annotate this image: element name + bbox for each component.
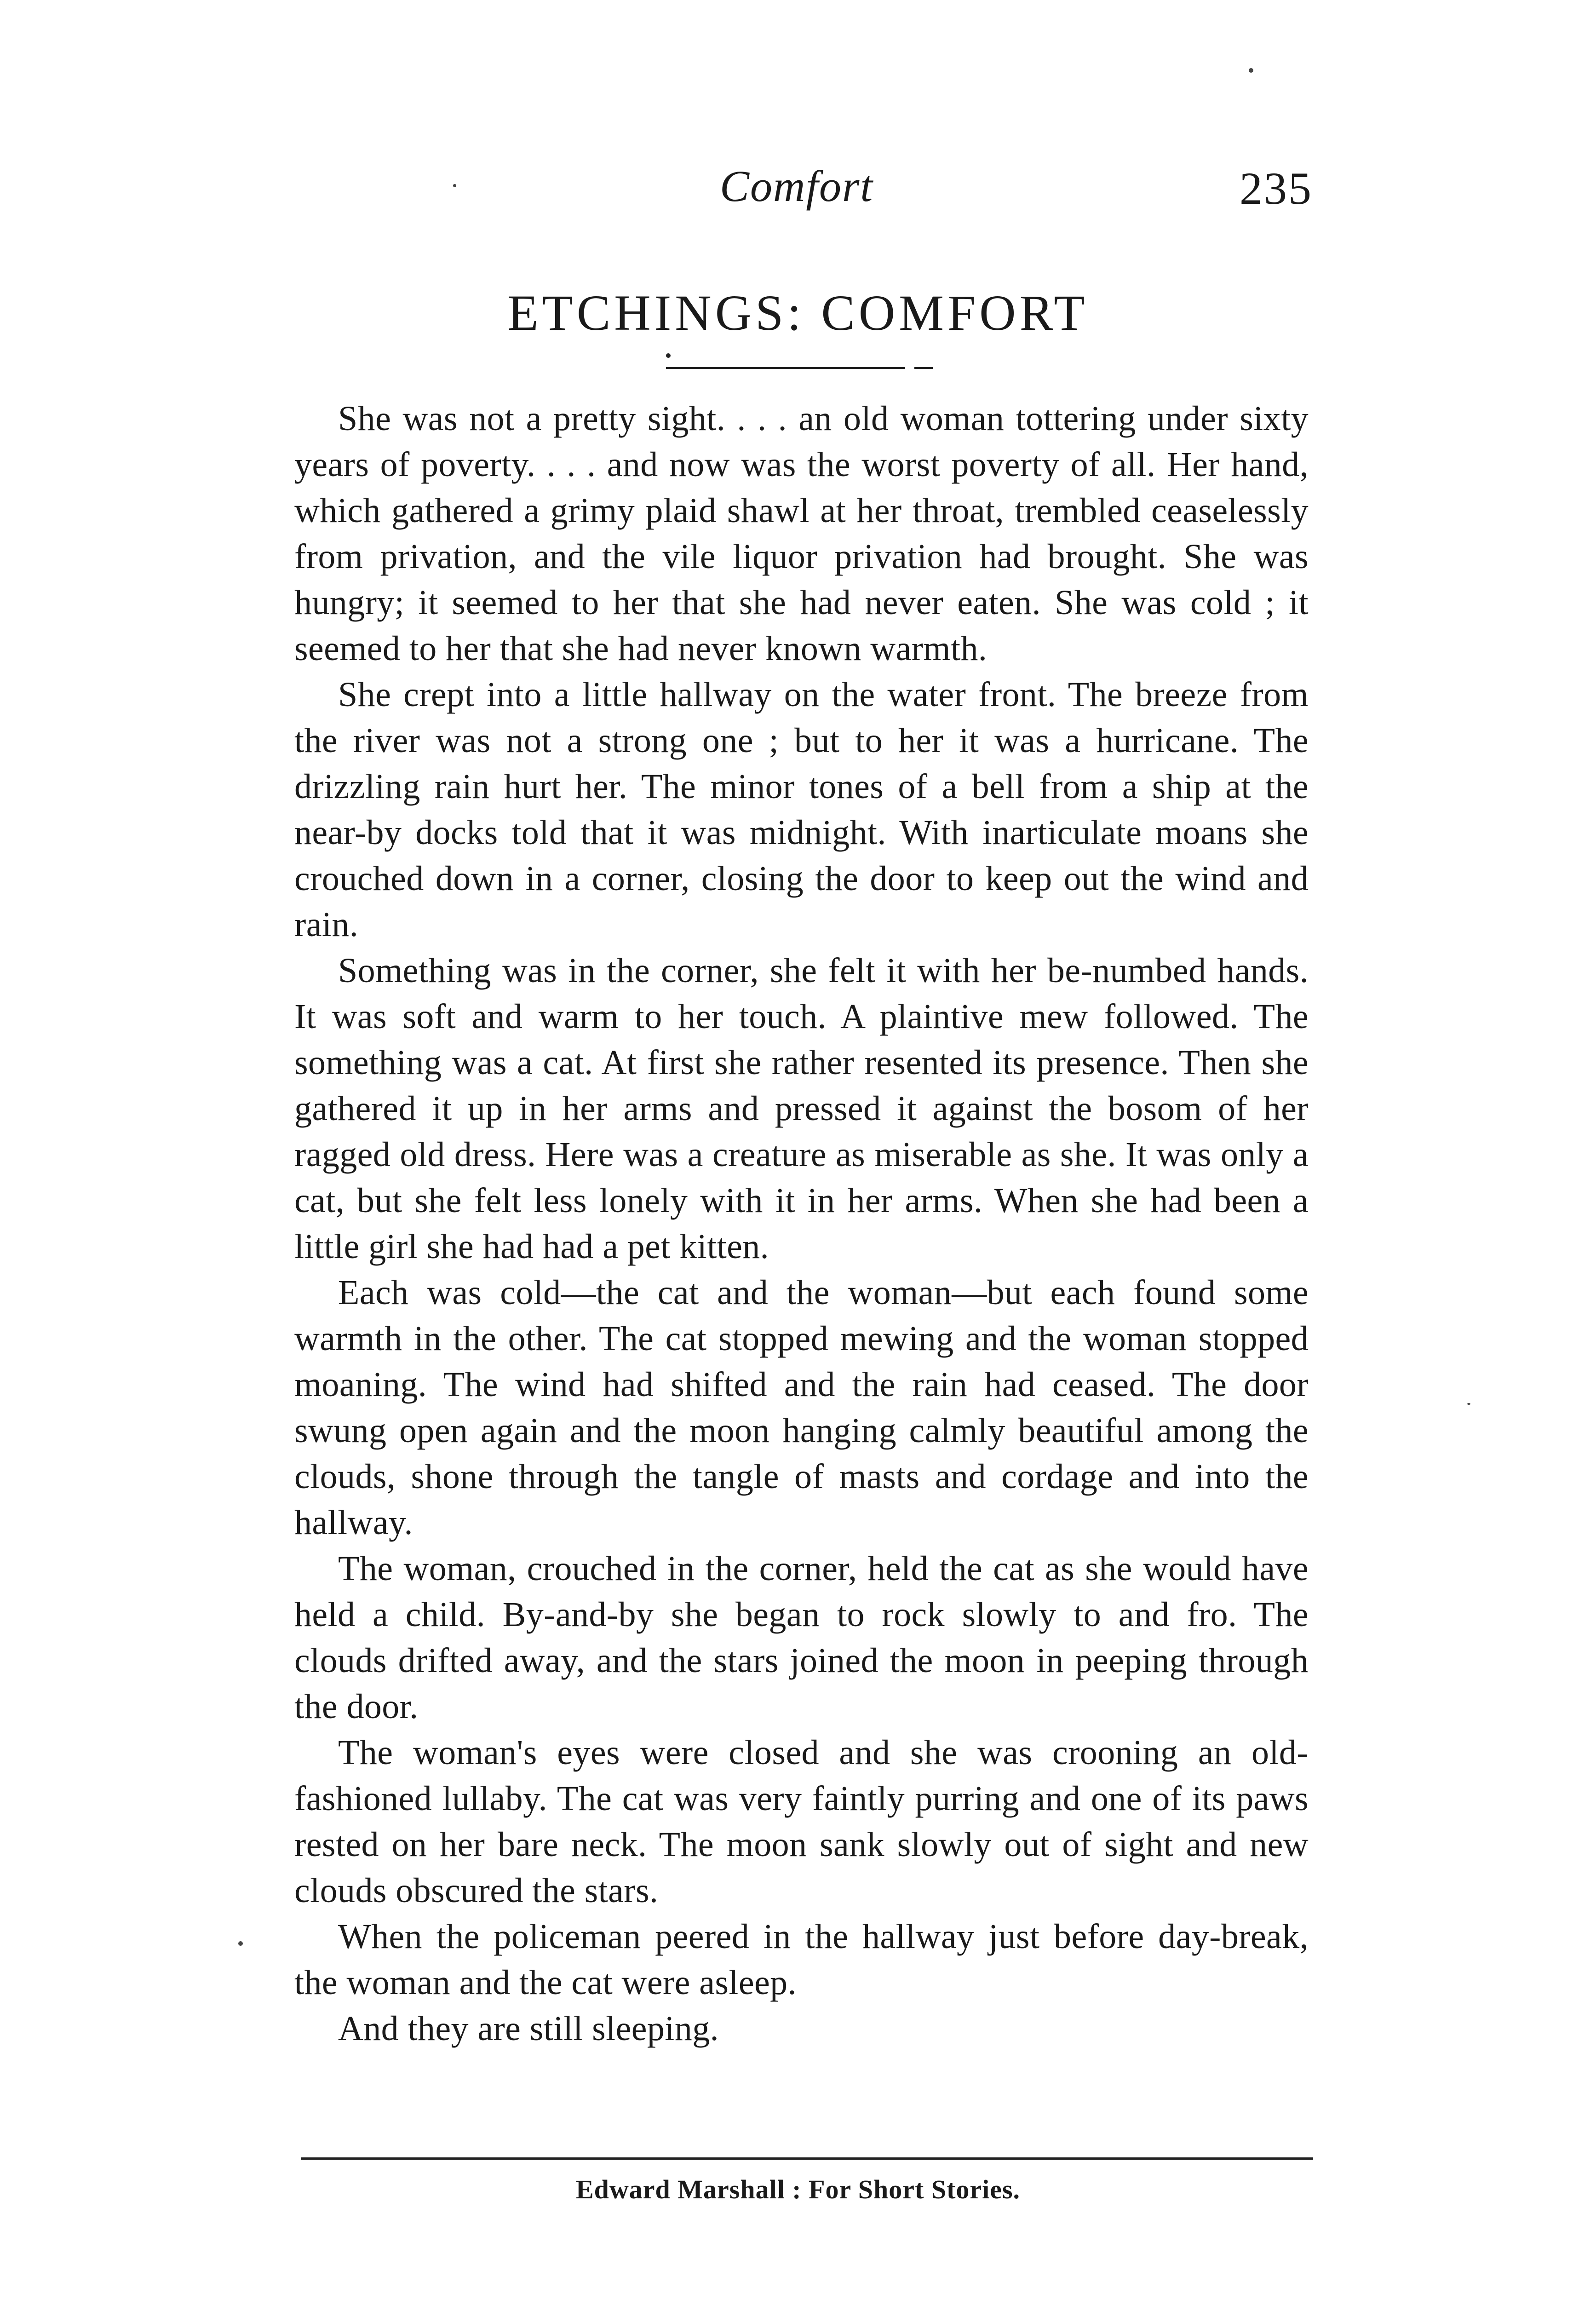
paragraph: The woman, crouched in the corner, held the cat as she would have held a child. By-and-by she began to rock slowly to and fro. The clouds drifted away, and the stars joined the moon in peeping through the door. [294, 1549, 1309, 1726]
paragraph: She crept into a little hallway on the water front. The breeze from the river was not a strong one ; but to her it was a hurricane. The drizzling rain hurt her. The minor tones of a bell from a ship at the near-by docks told that it was midnight. With inarticulate moans she crouched down in a corner, closing the door to keep out the wind and rain. [294, 675, 1309, 944]
article-body [294, 396, 1309, 2052]
title-ornament-dot [666, 353, 671, 358]
title-rule-tail [914, 367, 933, 369]
running-head [0, 159, 1596, 214]
title-rule [666, 367, 905, 369]
paragraph: She was not a pretty sight. . . . an old woman tottering under sixty years of poverty. . . . and now was the worst poverty of all. Her hand, which gathered a grimy plaid shawl at her throat, trembled ceaselessly from privation, and the vile liquor privation had brought. She was hungry; it seemed to her that she had never eaten. She was cold ; it seemed to her that she had never known warmth. [294, 399, 1309, 668]
closing-paragraph: And they are still sleeping. [338, 2009, 719, 2048]
running-title: Comfort [720, 161, 874, 211]
print-speck [453, 184, 456, 187]
print-speck [238, 1941, 243, 1946]
article-title: ETCHINGS: COMFORT [507, 285, 1089, 341]
paragraph: Something was in the corner, she felt it with her be-numbed hands. It was soft and warm to her touch. A plaintive mew followed. The something was a cat. At first she rather resented its presence. Then she gathered it up in her arms and pressed it against the bosom of her ragged old dress. Here was a creature as miserable as she. It was only a cat, but she felt less lonely with it in her arms. When she had been a little girl she had had a pet kitten. [294, 951, 1309, 1266]
attribution: Edward Marshall : For Short Stories. [575, 2174, 1021, 2204]
print-speck [1467, 1403, 1470, 1405]
paragraph: The woman's eyes were closed and she was crooning an old-fashioned lullaby. The cat was very faintly purring and one of its paws rested on her bare neck. The moon sank slowly out of sight and new clouds obscured the stars. [294, 1733, 1309, 1910]
paragraph: Each was cold—the cat and the woman—but each found some warmth in the other. The cat stopped mewing and the woman stopped moaning. The wind had shifted and the rain had ceased. The door swung open again and the moon hanging calmly beautiful among the clouds, shone through the tangle of masts and cordage and into the hallway. [294, 1273, 1309, 1542]
print-speck [1249, 68, 1253, 73]
paragraph: When the policeman peered in the hallway just before day-break, the woman and the cat were asleep. [294, 1917, 1309, 2002]
page-number: 235 [1240, 163, 1313, 214]
end-rule [301, 2157, 1313, 2160]
